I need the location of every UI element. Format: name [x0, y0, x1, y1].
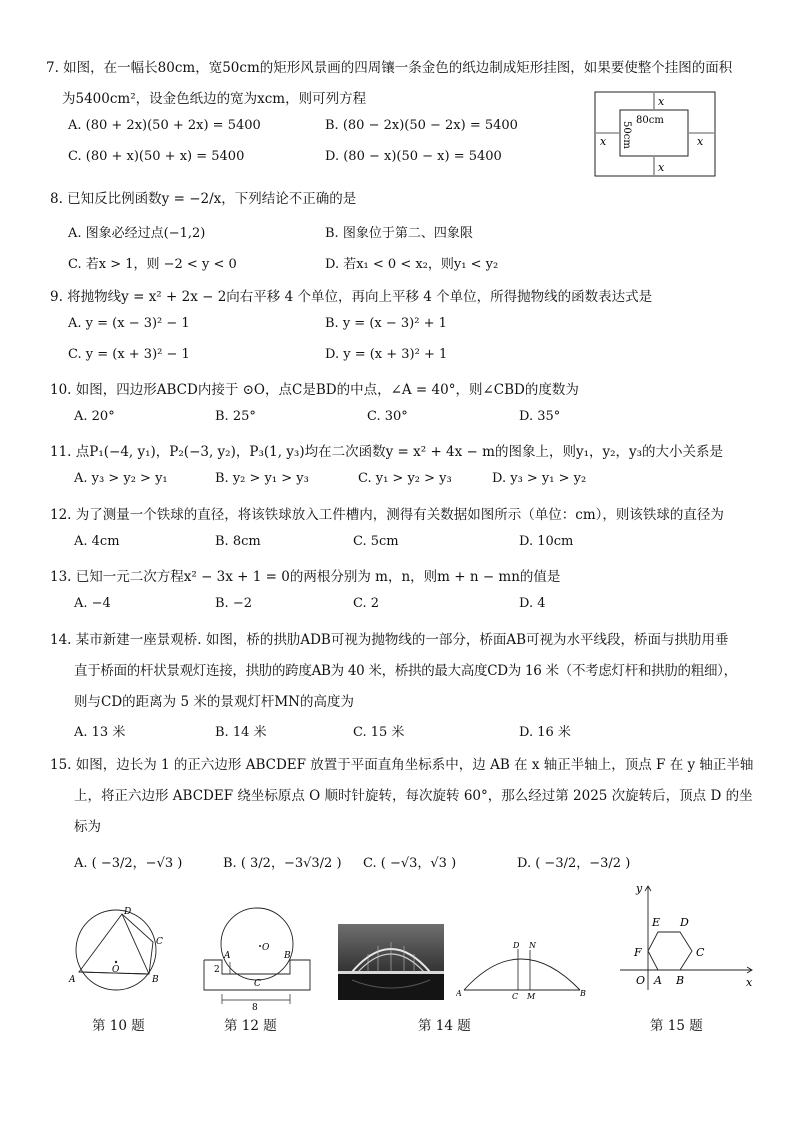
fig10-label-o: O — [112, 965, 120, 975]
fig14-label-a: A — [456, 989, 462, 998]
q10-option-c[interactable]: C. 30° — [367, 409, 408, 424]
fig10-label-b: B — [152, 975, 159, 985]
fig15-label-a: A — [654, 974, 662, 987]
q7-line1: 7. 如图，在一幅长80cm，宽50cm的矩形风景画的四周镶一条金色的纸边制成矩形挂图，如果要使整个挂图的面积 — [46, 60, 733, 76]
q15-line1: 15. 如图，边长为 1 的正六边形 ABCDEF 放置于平面直角坐标系中，边 AB 在 x 轴正半轴上，顶点 F 在 y 轴正半轴 — [50, 757, 754, 773]
fig15-label-c: C — [696, 946, 705, 959]
fig15-label-d: D — [680, 916, 689, 929]
q7-option-d[interactable]: D. (80 − x)(50 − x) = 5400 — [325, 149, 502, 164]
q15-line2: 上，将正六边形 ABCDEF 绕坐标原点 O 顺时针旋转，每次旋转 60°，那么经过第 2025 次旋转后，顶点 D 的坐 — [74, 788, 753, 804]
caption-figure-15: 第 15 题 — [650, 1018, 703, 1034]
fig12-label-c: C — [254, 979, 261, 989]
q7-fig-length: 80cm — [636, 115, 664, 126]
caption-figure-14: 第 14 题 — [418, 1018, 471, 1034]
q12-option-a[interactable]: A. 4cm — [74, 534, 120, 549]
q11-option-a[interactable]: A. y₃ > y₂ > y₁ — [74, 471, 168, 486]
fig12-label-width: 8 — [252, 1003, 258, 1010]
q13-line1: 13. 已知一元二次方程x² − 3x + 1 = 0的两根分别为 m，n，则m + n − mn的值是 — [50, 569, 561, 585]
fig12-label-b: B — [284, 951, 291, 961]
fig10-label-a: A — [69, 975, 76, 985]
q7-fig-x-left: x — [600, 135, 607, 148]
q14-option-c[interactable]: C. 15 米 — [353, 725, 405, 740]
q13-option-d[interactable]: D. 4 — [519, 596, 546, 611]
q14-option-b[interactable]: B. 14 米 — [215, 725, 267, 740]
q7-option-b[interactable]: B. (80 − 2x)(50 − 2x) = 5400 — [325, 118, 518, 133]
q10-option-d[interactable]: D. 35° — [519, 409, 561, 424]
fig15-axis-y: y — [636, 882, 643, 895]
q11-option-b[interactable]: B. y₂ > y₁ > y₃ — [215, 471, 309, 486]
q11-option-d[interactable]: D. y₃ > y₁ > y₂ — [492, 471, 587, 486]
q9-option-b[interactable]: B. y = (x − 3)² + 1 — [325, 316, 447, 331]
q14-line1: 14. 某市新建一座景观桥. 如图，桥的拱肋ADB可视为抛物线的一部分，桥面AB可视为水平线段，桥面与拱肋用垂 — [50, 632, 729, 648]
q8-line1: 8. 已知反比例函数y = −2/x，下列结论不正确的是 — [50, 191, 357, 207]
q7-line2: 为5400cm²，设金色纸边的宽为xcm，则可列方程 — [62, 91, 367, 107]
fig14-label-m: M — [527, 992, 536, 1000]
fig10-label-c: C — [156, 937, 163, 947]
q7-fig-x-bottom: x — [658, 161, 665, 174]
fig15-label-e: E — [652, 916, 661, 929]
q11-line1: 11. 点P₁(−4, y₁)，P₂(−3, y₂)，P₃(1, y₃)均在二次函数y = x² + 4x − m的图象上，则y₁，y₂，y₃的大小关系是 — [50, 444, 724, 460]
q7-figure — [594, 91, 716, 177]
q10-option-b[interactable]: B. 25° — [215, 409, 256, 424]
figure-10-circle — [64, 904, 176, 994]
fig15-label-o: O — [636, 974, 646, 987]
fig12-label-o: O — [262, 943, 270, 953]
q12-line1: 12. 为了测量一个铁球的直径，将该铁球放入工件槽内，测得有关数据如图所示（单位：cm），则该铁球的直径为 — [50, 507, 724, 523]
caption-figure-10: 第 10 题 — [92, 1018, 145, 1034]
q10-option-a[interactable]: A. 20° — [74, 409, 115, 424]
q15-option-b[interactable]: B. ( 3/2，−3√3/2 ) — [223, 856, 342, 871]
q13-option-a[interactable]: A. −4 — [74, 596, 111, 611]
q15-option-c[interactable]: C. ( −√3，√3 ) — [363, 856, 457, 871]
fig14-label-c: C — [512, 992, 519, 1000]
q15-line3: 标为 — [74, 819, 101, 835]
figure-12-ball-groove — [200, 898, 312, 1010]
q7-option-c[interactable]: C. (80 + x)(50 + x) = 5400 — [68, 149, 245, 164]
q12-option-c[interactable]: C. 5cm — [353, 534, 399, 549]
q14-option-d[interactable]: D. 16 米 — [519, 725, 571, 740]
q13-option-c[interactable]: C. 2 — [353, 596, 380, 611]
q14-option-a[interactable]: A. 13 米 — [74, 725, 126, 740]
q11-option-c[interactable]: C. y₁ > y₂ > y₃ — [358, 471, 452, 486]
caption-figure-12: 第 12 题 — [224, 1018, 277, 1034]
q7-fig-x-right: x — [697, 135, 704, 148]
q8-option-d[interactable]: D. 若x₁ < 0 < x₂，则y₁ < y₂ — [325, 257, 499, 272]
fig15-label-b: B — [676, 974, 685, 987]
q7-fig-width: 50cm — [621, 121, 632, 149]
q10-line1: 10. 如图，四边形ABCD内接于 ⊙O，点C是BD的中点，∠A = 40°，则∠CBD的度数为 — [50, 382, 579, 398]
fig10-label-d: D — [124, 907, 132, 917]
q14-line3: 则与CD的距离为 5 米的景观灯杆MN的高度为 — [74, 694, 354, 710]
figure-14-parabola — [456, 938, 590, 1000]
q7-option-a[interactable]: A. (80 + 2x)(50 + 2x) = 5400 — [68, 118, 261, 133]
fig15-axis-x: x — [746, 976, 753, 989]
q12-option-d[interactable]: D. 10cm — [519, 534, 574, 549]
q13-option-b[interactable]: B. −2 — [215, 596, 252, 611]
q9-option-d[interactable]: D. y = (x + 3)² + 1 — [325, 347, 448, 362]
fig12-label-height: 2 — [214, 965, 220, 975]
q15-option-d[interactable]: D. ( −3/2，−3/2 ) — [517, 856, 631, 871]
figure-15-hexagon — [612, 876, 762, 992]
fig14-label-b: B — [580, 989, 586, 998]
q8-option-a[interactable]: A. 图象必经过点(−1,2) — [68, 226, 206, 241]
fig14-label-d: D — [513, 941, 520, 950]
q8-option-b[interactable]: B. 图象位于第二、四象限 — [325, 226, 473, 241]
q9-option-c[interactable]: C. y = (x + 3)² − 1 — [68, 347, 190, 362]
figure-14-bridge-photo — [338, 924, 444, 1000]
q15-option-a[interactable]: A. ( −3/2，−√3 ) — [74, 856, 183, 871]
q9-line1: 9. 将抛物线y = x² + 2x − 2向右平移 4 个单位，再向上平移 4 个单位，所得抛物线的函数表达式是 — [50, 289, 653, 305]
q14-line2: 直于桥面的杆状景观灯连接，拱肋的跨度AB为 40 米，桥拱的最大高度CD为 16 米（不考虑灯杆和拱肋的粗细）， — [74, 663, 737, 679]
q12-option-b[interactable]: B. 8cm — [215, 534, 261, 549]
fig12-label-a: A — [224, 951, 231, 961]
fig14-label-n: N — [529, 941, 536, 950]
q9-option-a[interactable]: A. y = (x − 3)² − 1 — [68, 316, 190, 331]
q8-option-c[interactable]: C. 若x > 1，则 −2 < y < 0 — [68, 257, 237, 272]
fig15-label-f: F — [634, 946, 642, 959]
q7-fig-x-top: x — [658, 95, 665, 108]
